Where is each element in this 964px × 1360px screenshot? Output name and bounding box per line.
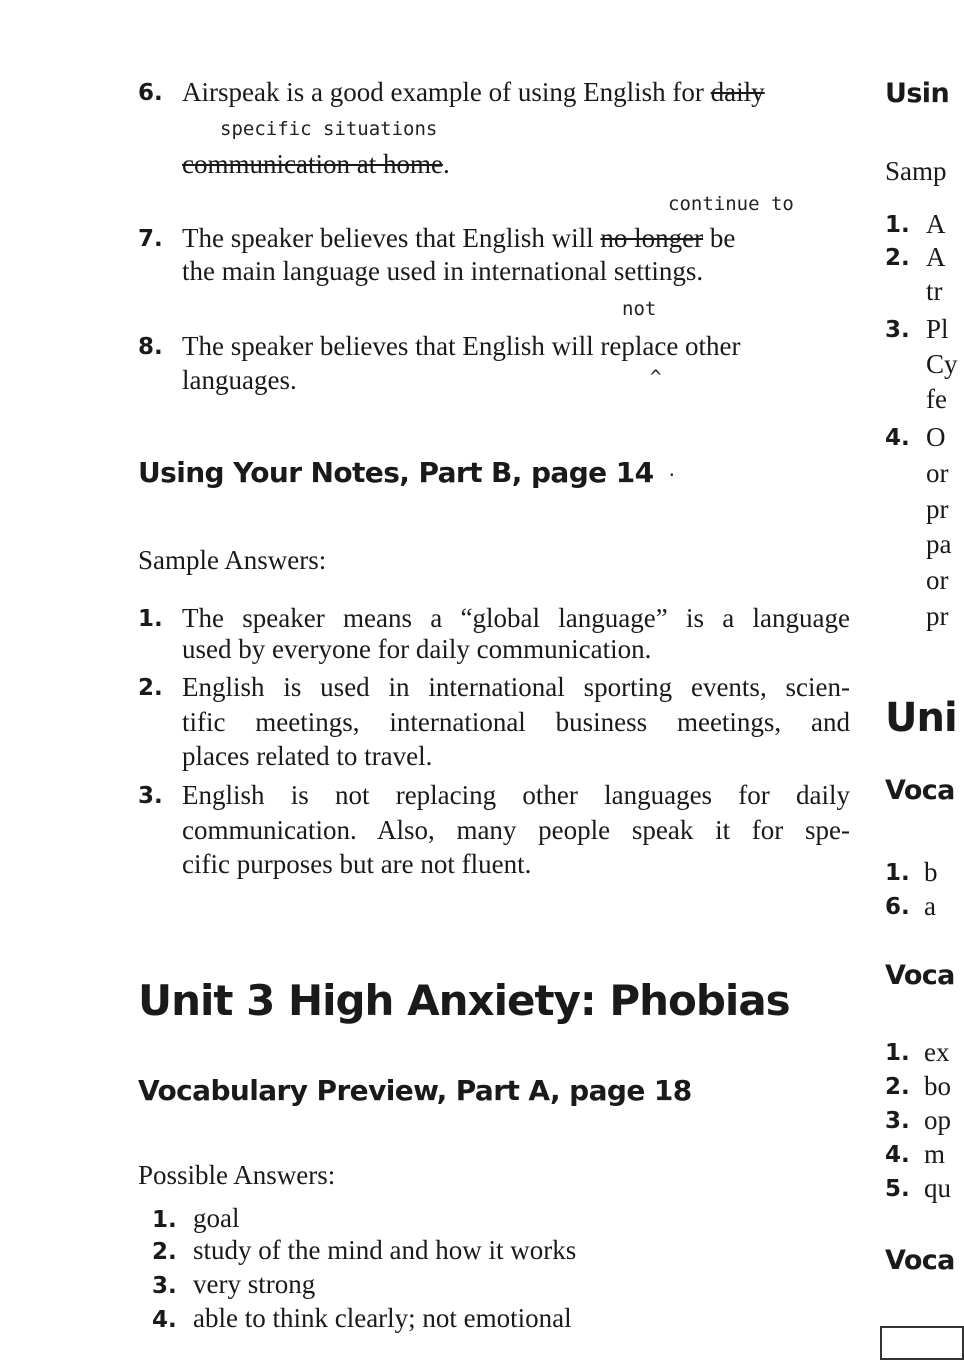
right-item-3-cont1: Cy <box>926 349 958 379</box>
right-list-1-number: 1. <box>885 1040 910 1066</box>
right-item-3-cont2: fe <box>926 384 947 414</box>
part-b-answer-2-line2: tific meetings, international business meetings, and <box>182 707 850 737</box>
part-b-answer-3-line1: English is not replacing other languages for daily <box>182 780 850 810</box>
right-vocab-heading-3: Voca <box>885 1245 955 1276</box>
part-b-heading-text: Using Your Notes, Part B, page 14 <box>138 456 654 489</box>
part-b-answer-2-number: 2. <box>138 675 163 701</box>
part-b-heading <box>138 456 674 489</box>
part-b-answer-1-number: 1. <box>138 606 163 632</box>
q8-caret: ^ <box>650 366 662 388</box>
right-list-5-number: 5. <box>885 1176 910 1202</box>
q8-number: 8. <box>138 334 163 360</box>
right-list-2-number: 2. <box>885 1074 910 1100</box>
q6-text <box>182 77 765 108</box>
right-list-3-number: 3. <box>885 1108 910 1134</box>
right-item-4-cont4: or <box>926 565 949 595</box>
q6-struck-phrase: communication at home <box>182 149 443 179</box>
right-item-4-text: O <box>926 422 946 452</box>
unit-3-answer-4-text: able to think clearly; not emotional <box>193 1303 572 1333</box>
unit-3-answer-3-text: very strong <box>193 1269 316 1299</box>
right-vocab-heading-1: Voca <box>885 775 955 806</box>
q7-text-b: be <box>709 223 736 253</box>
q8-handwritten-insert: not <box>622 298 657 320</box>
q6-period: . <box>442 149 450 179</box>
q7-struck: no longer <box>600 223 704 253</box>
right-item-2-cont: tr <box>926 276 943 306</box>
q6-handwritten-insert: specific situations <box>220 118 438 140</box>
right-item-1-text: A <box>926 209 946 239</box>
right-list-4-number: 4. <box>885 1142 910 1168</box>
part-b-answer-3-number: 3. <box>138 783 163 809</box>
right-heading-1: Usin <box>885 78 950 109</box>
unit-3-answer-1-text: goal <box>193 1203 240 1233</box>
right-list-2-text: bo <box>924 1071 951 1101</box>
right-item-4-cont5: pr <box>926 601 949 631</box>
unit-3-title: Unit 3 High Anxiety: Phobias <box>138 976 790 1025</box>
part-b-answer-1-line1: The speaker means a “global language” is a language <box>182 603 850 633</box>
unit-3-answer-2-text: study of the mind and how it works <box>193 1235 577 1265</box>
q8-line1: The speaker believes that English will replace other <box>182 331 741 361</box>
q7-text-a: The speaker believes that English will <box>182 223 594 253</box>
right-item-2-number: 2. <box>885 245 910 271</box>
right-item-3-number: 3. <box>885 317 910 343</box>
unit-3-answer-2-number: 2. <box>152 1239 177 1265</box>
part-b-answer-3-line3: cific purposes but are not fluent. <box>182 849 532 879</box>
right-list-4-text: m <box>924 1139 946 1169</box>
right-item-3-text: Pl <box>926 314 949 344</box>
q7-line2: the main language used in international settings. <box>182 256 704 286</box>
right-item-2-text: A <box>926 242 946 272</box>
q6-struck-daily: daily <box>710 77 765 107</box>
right-item-4-cont3: pa <box>926 529 952 559</box>
right-unit-heading: Uni <box>885 695 957 741</box>
q6-line1: Airspeak is a good example of using English for <box>182 77 704 107</box>
right-vocab-heading-2: Voca <box>885 960 955 991</box>
q8-line2: languages. <box>182 365 297 395</box>
right-item-4-number: 4. <box>885 425 910 451</box>
right-row-2-number: 6. <box>885 894 910 920</box>
part-b-answer-2-line1: English is used in international sporting events, scien- <box>182 672 850 702</box>
q7-line1 <box>182 223 735 254</box>
right-list-3-text: op <box>924 1105 951 1135</box>
q7-number: 7. <box>138 226 163 252</box>
right-item-4-cont1: or <box>926 458 949 488</box>
right-list-5-text: qu <box>924 1173 951 1203</box>
unit-3-answer-1-number: 1. <box>152 1207 177 1233</box>
unit-3-answer-4-number: 4. <box>152 1307 177 1333</box>
q7-handwritten-insert: continue to <box>668 193 794 215</box>
unit-3-intro: Possible Answers: <box>138 1160 336 1190</box>
part-b-answer-3-line2: communication. Also, many people speak it for spe- <box>182 815 850 845</box>
right-sample-intro: Samp <box>885 156 947 186</box>
right-list-1-text: ex <box>924 1037 950 1067</box>
right-item-1-number: 1. <box>885 212 910 238</box>
part-b-mark: · <box>668 463 675 487</box>
right-box-edge <box>880 1326 964 1360</box>
part-b-answer-1-line2: used by everyone for daily communication. <box>182 634 652 664</box>
q6-number: 6. <box>138 80 163 106</box>
right-row-2-text: a <box>924 891 936 921</box>
right-row-1-number: 1. <box>885 860 910 886</box>
part-b-intro: Sample Answers: <box>138 545 327 575</box>
q6-line2 <box>182 149 450 180</box>
unit-3-answer-3-number: 3. <box>152 1273 177 1299</box>
right-item-4-cont2: pr <box>926 494 949 524</box>
right-row-1-text: b <box>924 857 938 887</box>
part-b-answer-2-line3: places related to travel. <box>182 741 433 771</box>
vocab-preview-heading: Vocabulary Preview, Part A, page 18 <box>138 1074 692 1107</box>
